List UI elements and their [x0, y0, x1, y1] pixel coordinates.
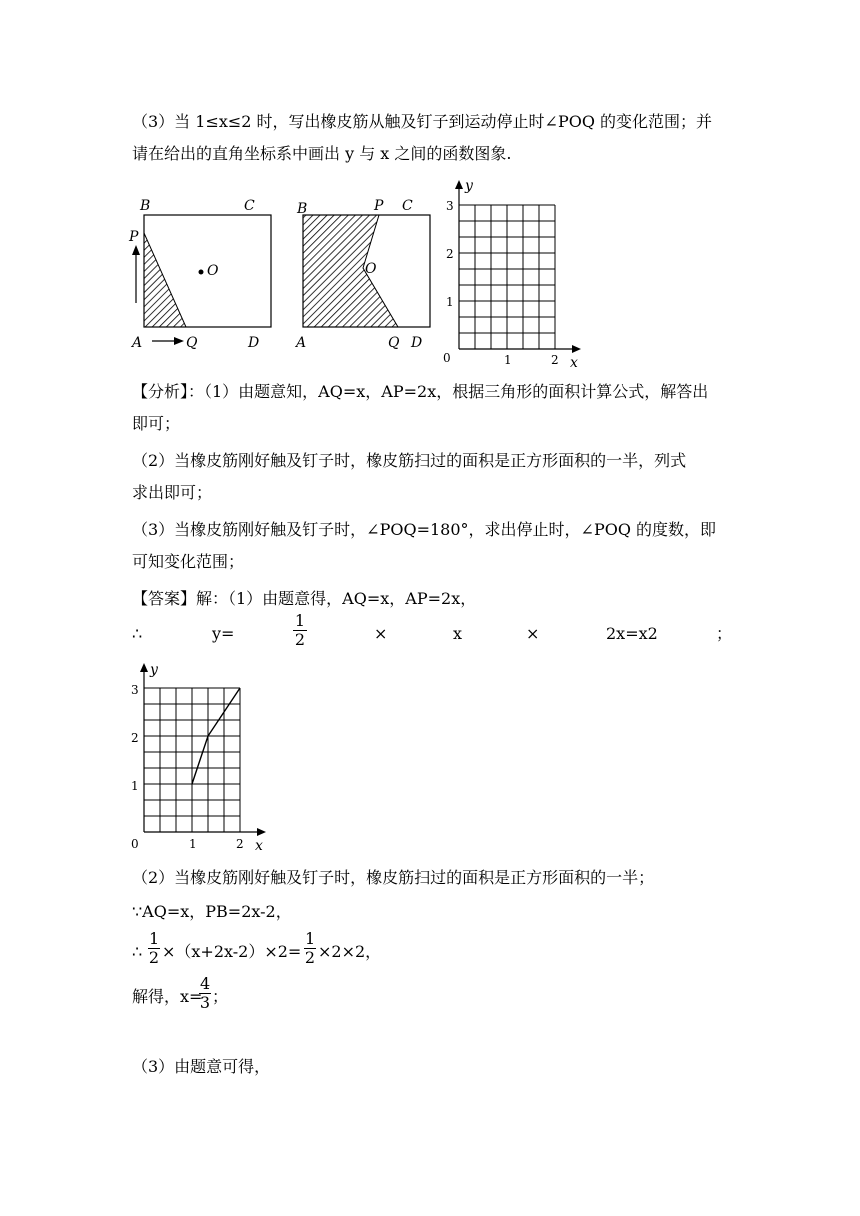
analysis-line-2: 即可；	[132, 414, 181, 433]
part2-fraction-2-den: 2	[304, 948, 316, 967]
answer-times-1: ×	[374, 624, 388, 643]
label-Q: Q	[186, 335, 198, 351]
answer-x: x	[453, 624, 463, 643]
empty-grid-lines	[459, 205, 555, 349]
tick-y-1: 1	[446, 295, 454, 309]
question-line-1: （3）当 1≤x≤2 时，写出橡皮筋从触及钉子到运动停止时∠POQ 的变化范围；并	[132, 112, 713, 131]
part2-line-2: ∵AQ=x，PB=2x-2，	[132, 902, 292, 921]
part2-solve: 解得，x=	[132, 987, 203, 1006]
part2-fraction-3-num: 4	[200, 974, 211, 993]
analysis-line-5: （3）当橡皮筋刚好触及钉子时，∠POQ=180°，求出停止时，∠POQ 的度数，即	[132, 520, 717, 539]
label-P: P	[129, 229, 139, 245]
part2-expr-1: ×（x+2x-2）×2=	[162, 942, 302, 961]
part2-fraction-3-den: 3	[199, 993, 211, 1012]
part2-fraction-1-num: 1	[149, 929, 160, 948]
x-axis-label: x	[570, 355, 578, 370]
part2-solve-end: ；	[212, 987, 229, 1006]
answer-x-label: x	[255, 838, 263, 854]
label-B2: B	[297, 201, 308, 217]
answer-semicolon: ；	[716, 624, 733, 643]
answer-tick-y-1: 1	[131, 779, 139, 793]
part2-fraction-1	[148, 930, 160, 967]
part2-fraction-1-den: 2	[148, 948, 160, 967]
fraction-half	[293, 612, 307, 649]
part2-fraction-2	[304, 930, 316, 967]
label-C: C	[244, 198, 255, 214]
x-axis-arrow	[572, 345, 581, 353]
label-A2: A	[296, 335, 307, 351]
label-D2: D	[411, 335, 423, 351]
answer-tick-x-1: 1	[189, 837, 197, 851]
analysis-line-6: 可知变化范围；	[132, 552, 245, 571]
figure-1-square	[128, 195, 278, 355]
tick-y-2: 2	[446, 247, 454, 261]
fraction-den: 2	[294, 630, 306, 649]
tick-y-3: 3	[446, 199, 454, 213]
therefore-symbol: ∴	[132, 624, 143, 643]
right-arrow-head	[174, 337, 184, 345]
tick-x-1: 1	[504, 353, 512, 367]
answer-times-2: ×	[526, 624, 540, 643]
tick-x-2: 2	[551, 353, 559, 367]
part2-fraction-2-num: 1	[305, 929, 316, 948]
label-A: A	[132, 335, 143, 351]
label-C2: C	[402, 198, 413, 214]
fraction-num: 1	[294, 611, 306, 630]
nail-dot	[199, 270, 204, 275]
label-O: O	[207, 263, 219, 279]
answer-y-eq: y=	[212, 624, 235, 643]
label-Q2: Q	[388, 335, 400, 351]
label-O2: O	[365, 261, 377, 277]
answer-y-label: y	[150, 662, 158, 678]
answer-tick-y-3: 3	[131, 683, 139, 697]
answer-tick-origin: 0	[131, 837, 139, 851]
tick-origin: 0	[443, 351, 451, 365]
label-B: B	[140, 198, 151, 214]
up-arrow-head	[132, 245, 140, 255]
figure-2-square	[290, 195, 435, 355]
question-line-2: 请在给出的直角坐标系中画出 y 与 x 之间的函数图象.	[132, 144, 512, 163]
part2-line-1: （2）当橡皮筋刚好触及钉子时，橡皮筋扫过的面积是正方形面积的一半；	[132, 868, 655, 887]
part2-expr-2: ×2×2，	[318, 942, 382, 961]
answer-x-axis-arrow	[257, 828, 266, 836]
analysis-line-1: 【分析】：（1）由题意知，AQ=x，AP=2x，根据三角形的面积计算公式，解答出	[132, 382, 709, 401]
shaded-triangle	[144, 233, 186, 327]
label-P2: P	[374, 198, 384, 214]
part2-therefore: ∴	[132, 942, 143, 961]
shaded-region	[303, 215, 398, 327]
part2-fraction-3	[199, 975, 211, 1012]
label-D: D	[248, 335, 260, 351]
part3-line-1: （3）由题意可得，	[132, 1057, 271, 1076]
answer-y-axis-arrow	[140, 663, 148, 672]
answer-line-1: 【答案】解：（1）由题意得，AQ=x，AP=2x，	[132, 589, 477, 608]
analysis-line-3: （2）当橡皮筋刚好触及钉子时，橡皮筋扫过的面积是正方形面积的一半，列式	[132, 451, 687, 470]
answer-tick-y-2: 2	[131, 731, 139, 745]
empty-grid	[440, 175, 590, 370]
y-axis-arrow	[455, 180, 463, 189]
answer-grid	[125, 660, 275, 855]
analysis-line-4: 求出即可；	[132, 483, 213, 502]
answer-tick-x-2: 2	[236, 837, 244, 851]
answer-expr: 2x=x2	[606, 624, 658, 643]
y-axis-label: y	[465, 178, 473, 194]
